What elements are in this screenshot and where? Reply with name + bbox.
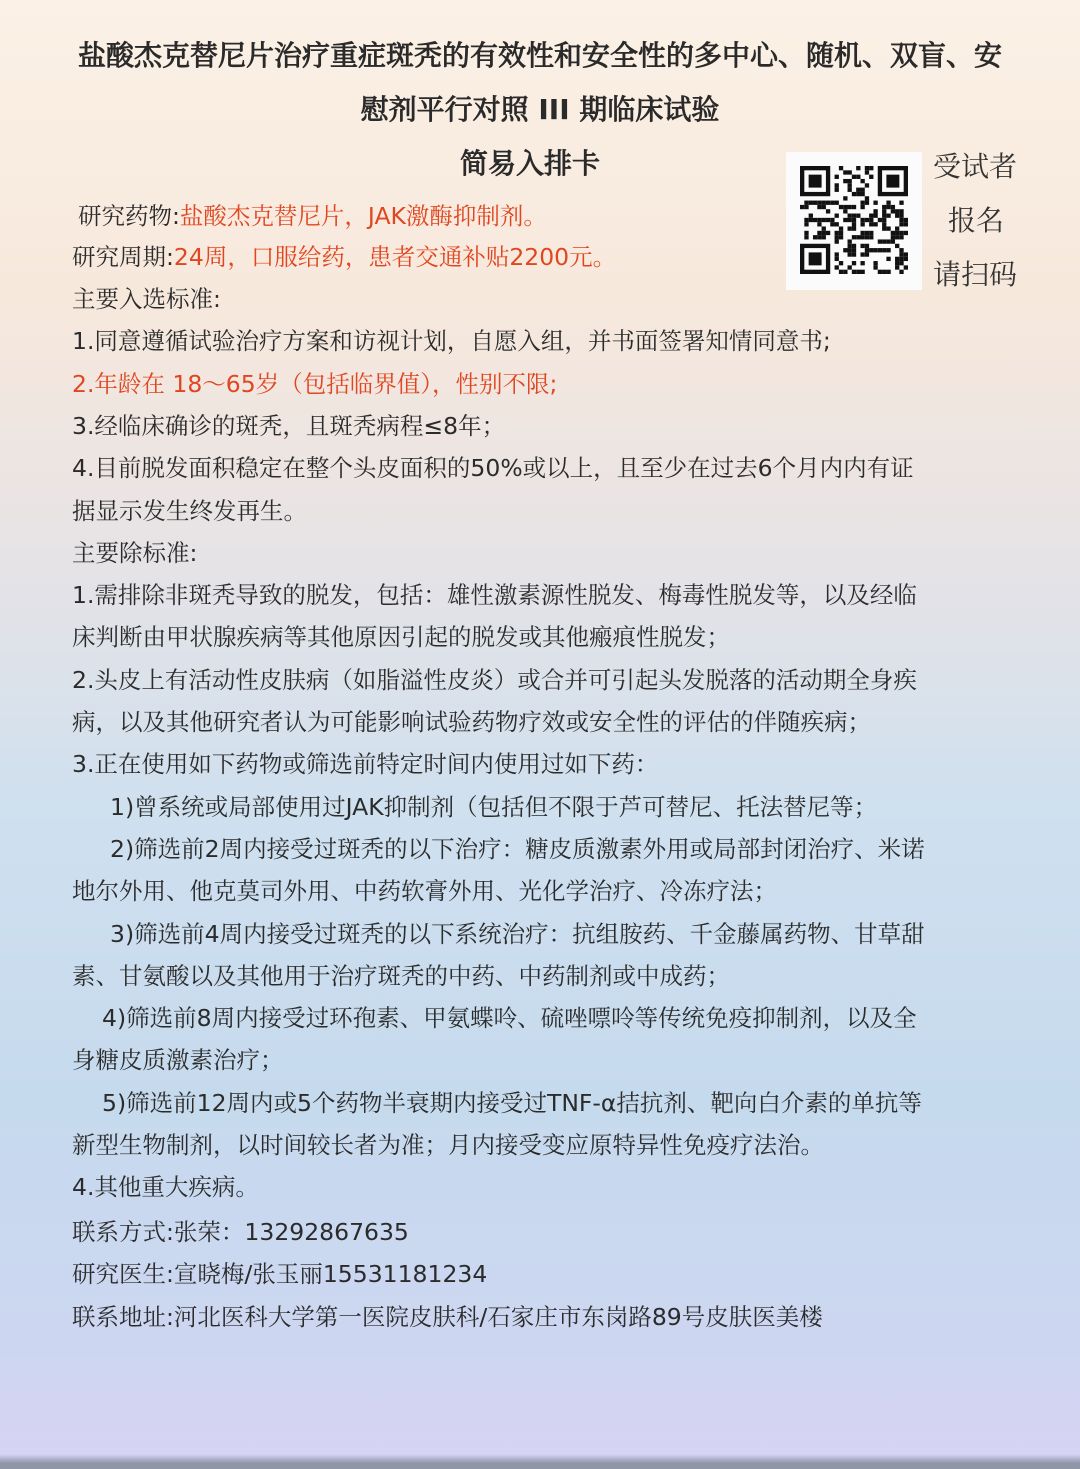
- qr-code[interactable]: [786, 152, 922, 290]
- contact-doctor: 研究医生:宣晓梅/张玉丽15531181234: [72, 1260, 488, 1288]
- criteria-line: 2.年龄在 18～65岁（包括临界值），性别不限;: [72, 369, 558, 398]
- criteria-line: 3)筛选前4周内接受过斑秃的以下系统治疗：抗组胺药、千金藤属药物、甘草甜: [110, 919, 925, 948]
- criteria-line: 5)筛选前12周内或5个药物半衰期内接受过TNF-α拮抗剂、靶向白介素的单抗等: [102, 1088, 922, 1117]
- criteria-line: 病，以及其他研究者认为可能影响试验药物疗效或安全性的评估的伴随疾病；: [72, 708, 871, 736]
- criteria-line: 地尔外用、他克莫司外用、中药软膏外用、光化学治疗、冷冻疗法；: [72, 877, 777, 906]
- study-drug: [78, 197, 547, 231]
- study-period: [72, 238, 616, 272]
- criteria-line: 3.经临床确诊的斑秃，且斑秃病程≤8年；: [72, 411, 506, 440]
- criteria-line: 4)筛选前8周内接受过环孢素、甲氨蝶呤、硫唑嘌呤等传统免疫抑制剂，以及全: [102, 1004, 917, 1033]
- contact-address: 联系地址:河北医科大学第一医院皮肤科/石家庄市东岗路89号皮肤医美楼: [72, 1303, 823, 1331]
- study-drug-label: 研究药物:: [78, 202, 180, 230]
- qr-caption-3: 请扫码: [933, 258, 1018, 291]
- criteria-line: 素、甘氨酸以及其他用于治疗斑秃的中药、中药制剂或中成药；: [72, 961, 730, 990]
- document-title-line2: 慰剂平行对照 III 期临床试验: [360, 93, 720, 126]
- study-period-label: 研究周期:: [72, 243, 174, 271]
- qr-code-icon: [800, 166, 908, 276]
- document-subtitle: 简易入排卡: [459, 147, 600, 180]
- criteria-line: 4.目前脱发面积稳定在整个头皮面积的50%或以上，且至少在过去6个月内内有证: [72, 454, 914, 483]
- criteria-line: 主要入选标准:: [72, 285, 221, 313]
- criteria-line: 主要除标准:: [72, 538, 198, 567]
- study-drug-value: 盐酸杰克替尼片，JAK激酶抑制剂。: [179, 202, 547, 230]
- qr-caption-1: 受试者: [933, 150, 1018, 183]
- contact-phone: 联系方式:张荣：13292867635: [72, 1218, 409, 1246]
- criteria-line: 据显示发生终发再生。: [72, 496, 307, 525]
- study-period-value: 24周，口服给药，患者交通补贴2200元。: [173, 243, 617, 271]
- criteria-line: 2)筛选前2周内接受过斑秃的以下治疗：糖皮质激素外用或局部封闭治疗、米诺: [110, 834, 925, 863]
- criteria-line: 新型生物制剂，以时间较长者为准；月内接受变应原特异性免疫疗法治。: [72, 1131, 824, 1159]
- criteria-line: 1.同意遵循试验治疗方案和访视计划，自愿入组，并书面签署知情同意书;: [72, 327, 831, 356]
- criteria-line: 4.其他重大疾病。: [72, 1173, 259, 1202]
- criteria-line: 身糖皮质激素治疗；: [72, 1046, 284, 1075]
- document-title: 盐酸杰克替尼片治疗重症斑秃的有效性和安全性的多中心、随机、双盲、安: [77, 39, 1002, 72]
- criteria-line: 1)曾系统或局部使用过JAK抑制剂（包括但不限于芦可替尼、托法替尼等；: [110, 792, 878, 821]
- qr-caption-2: 报名: [948, 204, 1005, 237]
- criteria-line: 床判断由甲状腺疾病等其他原因引起的脱发或其他瘢痕性脱发；: [72, 623, 730, 652]
- criteria-line: 3.正在使用如下药物或筛选前特定时间内使用过如下药：: [72, 750, 659, 779]
- criteria-line: 1.需排除非斑秃导致的脱发，包括：雄性激素源性脱发、梅毒性脱发等，以及经临: [72, 581, 917, 610]
- criteria-line: 2.头皮上有活动性皮肤病（如脂溢性皮炎）或合并可引起头发脱落的活动期全身疾: [72, 665, 917, 694]
